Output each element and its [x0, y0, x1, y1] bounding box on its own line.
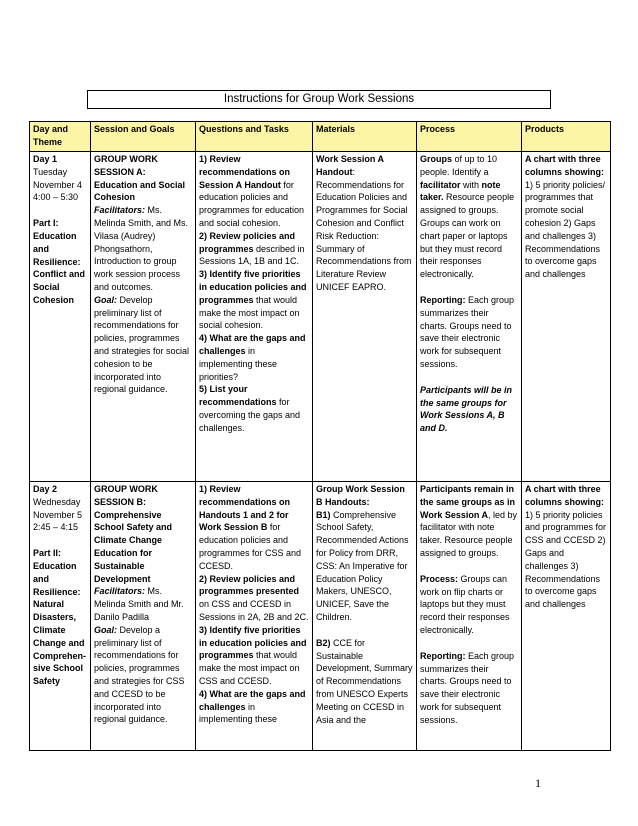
header-process: Process — [417, 122, 522, 152]
reporting: Reporting: Each group summarizes their charts. Groups need to save their electronic work for subsequent sessions. — [420, 294, 515, 369]
products-cell — [522, 482, 611, 751]
group-work-table — [29, 121, 611, 751]
question-2: 2) Review policies and programmes described in Sessions 1A, 1B and 1C. — [199, 230, 305, 267]
products-cell — [522, 152, 611, 482]
process-text: Process: Groups can work on flip charts or laptops but they must record their responses electronically. — [420, 573, 510, 635]
facilitators-label: Facilitators: — [94, 205, 146, 216]
theme: Education and Resilience: Conflict and Social Cohesion — [33, 230, 85, 305]
handouts-title: Group Work Session B Handouts: — [316, 484, 405, 507]
session-title: GROUP WORK SESSION A: — [94, 154, 158, 177]
header-products: Products — [522, 122, 611, 152]
facilitators-text: Ms. Melinda Smith and Mr. Danilo Padilla — [94, 586, 184, 622]
session-goals-cell — [91, 152, 196, 482]
day-label: Day 1 — [33, 154, 58, 164]
header-materials: Materials — [313, 122, 417, 152]
reporting: Reporting: Each group summarizes their charts. Groups need to save their electronic work for subsequent sessions. — [420, 650, 515, 725]
products-text: 1) 5 priority policies and programmes for CSS and CCESD 2) Gaps and challenges 3) Recommendations to overcome gaps and challenges — [525, 509, 607, 610]
process-cell — [417, 152, 522, 482]
goal — [94, 294, 192, 396]
day-theme-cell — [30, 482, 91, 751]
theme: Education and Resilience: Natural Disasters, Climate Change and Comprehen-sive School Safety — [33, 560, 87, 687]
document-title: Instructions for Group Work Sessions — [87, 90, 551, 109]
goal-label: Goal: — [94, 294, 118, 305]
facilitators — [94, 585, 192, 623]
header-questions-tasks: Questions and Tasks — [196, 122, 313, 152]
groups-text: Groups of up to 10 people. Identify a facilitator with note taker. Resource people assigned to groups. Groups can work on chart paper or laptops but they must record their responses electronically. — [420, 154, 515, 280]
groups-text: Participants remain in the same groups as in Work Session A, led by facilitator with note taker. Resource people assigned to groups. — [420, 484, 518, 558]
participants-note: Participants will be in the same groups for Work Sessions A, B and D. — [420, 384, 513, 434]
table-row-day1 — [30, 152, 611, 482]
question-1: 1) Review recommendations on Session A Handout for education policies and programmes for education and social cohesion. — [199, 154, 305, 228]
goal-text: Develop a preliminary list of recommendations for policies, programmes and strategies for CSS and CCESD to be incorporated into regional guidance. — [94, 624, 185, 725]
table-header-row — [30, 122, 611, 152]
question-4: 4) What are the gaps and challenges in implementing these — [199, 688, 306, 725]
question-3: 3) Identify five priorities in education policies and programmes that would make the most impact on CSS and CCESD. — [199, 624, 307, 686]
process-cell — [417, 482, 522, 751]
session-name: Comprehensive School Safety and Climate Change Education for Sustainable Development — [94, 509, 173, 584]
question-1: 1) Review recommendations on Handouts 1 and 2 for Work Session B for education policies and programmes for CSS and CCESD. — [199, 484, 302, 571]
facilitators-text: Ms. Melinda Smith, and Ms. Vilasa (Audrey) Phongsathorn, Introduction to group work session process and outcomes. — [94, 205, 189, 292]
materials-cell — [313, 482, 417, 751]
handout-text: : Recommendations for Education Policies and Programmes for Social Cohesion and Conflict Risk Reduction: Summary of Recommendations from Literature Review UNICEF EAPRO. — [316, 166, 412, 292]
weekday: Wednesday — [33, 496, 81, 507]
weekday: Tuesday — [33, 166, 68, 177]
part-label: Part I: — [33, 218, 59, 229]
products-title: A chart with three columns showing: — [525, 484, 605, 507]
handout-b1: B1) Comprehensive School Safety, Recommended Actions for Policy from DRR, CSS: An Imperative for Education Policy Makers, UNESCO, UNICEF, Save the Children. — [316, 509, 409, 622]
day-theme-cell — [30, 152, 91, 482]
header-day-theme: Day and Theme — [30, 122, 91, 152]
question-2: 2) Review policies and programmes presented on CSS and CCESD in Sessions in 2A, 2B and 2C. — [199, 573, 309, 622]
products-title: A chart with three columns showing: — [525, 154, 605, 177]
goal-label: Goal: — [94, 624, 118, 635]
time: 4:00 – 5:30 — [33, 192, 79, 203]
session-name: Education and Social Cohesion — [94, 179, 186, 203]
date: November 4 — [33, 179, 83, 190]
day-label: Day 2 — [33, 484, 58, 494]
facilitators-label: Facilitators: — [94, 586, 146, 597]
products-text: 1) 5 priority policies/ programmes that promote social cohesion 2) Gaps and challenges 3) Recommendations to overcome gaps and challenges — [525, 179, 606, 280]
handout-b2: B2) CCE for Sustainable Development, Summary of Recommendations from UNESCO Experts Meeting on CCESD in Asia and the — [316, 637, 413, 725]
part-label: Part II: — [33, 548, 62, 559]
header-session-goals: Session and Goals — [91, 122, 196, 152]
goal — [94, 624, 192, 726]
session-goals-cell — [91, 482, 196, 751]
question-3: 3) Identify five priorities in education policies and programmes that would make the most impact on social cohesion. — [199, 269, 307, 331]
question-4: 4) What are the gaps and challenges in implementing these priorities? — [199, 333, 306, 382]
goal-text: Develop preliminary list of recommendations for policies, programmes and strategies for social cohesion to be incorporated into regional guidance. — [94, 294, 190, 395]
date: November 5 — [33, 509, 83, 520]
table-row-day2 — [30, 482, 611, 751]
session-title: GROUP WORK SESSION B: — [94, 484, 158, 507]
facilitators — [94, 204, 192, 294]
question-5: 5) List your recommendations for overcoming the gaps and challenges. — [199, 384, 301, 433]
time: 2:45 – 4:15 — [33, 522, 79, 533]
page-number: 1 — [535, 776, 541, 790]
handout-title: Work Session A Handout — [316, 154, 384, 177]
questions-tasks-cell — [196, 152, 313, 482]
questions-tasks-cell — [196, 482, 313, 751]
materials-cell — [313, 152, 417, 482]
